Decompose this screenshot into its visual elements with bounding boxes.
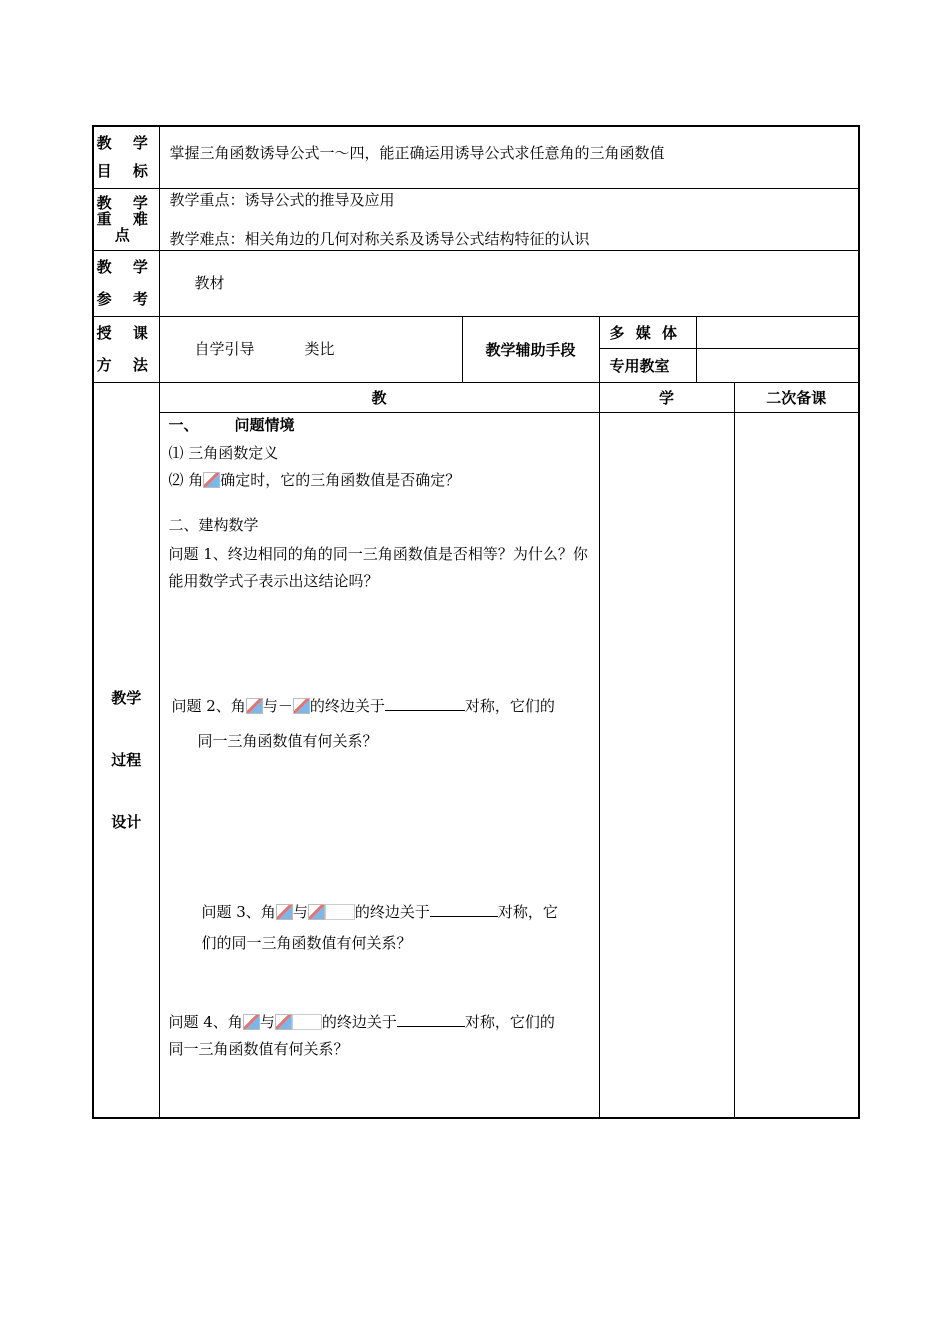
method-row [93,316,859,382]
multimedia-label: 多 媒 体 [600,317,697,349]
question-2-cont: 同一三角函数值有何关系？ [197,731,378,750]
question-3-cont: 们的同一三角函数值有何关系？ [201,933,412,952]
question-2: 问题 2、角 与－ 的终边关于 对称，它们的 [171,696,555,715]
col-learn-header: 学 [599,382,734,412]
aids-table [600,317,859,382]
aids-label: 教学辅助手段 [462,316,599,382]
key-points-label: 教 学 重 难 点 [93,188,159,250]
question-4-cont: 同一三角函数值有何关系？ [168,1039,349,1058]
reference-label: 教 学 参 考 [93,250,159,316]
objectives-text [159,126,859,188]
key-point: 教学重点：诱导公式的推导及应用 [169,190,395,209]
difficult-point: 教学难点：相关角边的几何对称关系及诱导公式结构特征的认识 [169,229,590,248]
alpha-image-icon [246,698,263,714]
method-analogy: 类比 [304,340,335,358]
method-self-study: 自学引导 [194,340,255,358]
blank-line [397,1012,465,1027]
classroom-value [697,349,859,382]
objectives-content: 掌握三角函数诱导公式一～四，能正确运用诱导公式求任意角的三角函数值 [169,144,665,162]
process-header-row [93,382,859,412]
alpha-image-icon [293,698,310,714]
question-3: 问题 3、角 与 的终边关于 对称，它 [201,902,558,921]
reference-row [93,250,859,316]
question-1: 问题 1、终边相同的角的同一三角函数值是否相等？为什么？你能用数学式子表示出这结论吗？ [168,544,588,590]
alpha-image-icon [243,1014,260,1030]
objectives-label: 教 学 目 标 [93,126,159,188]
key-points-text [159,188,859,250]
aids-cell [599,316,859,382]
alpha-image-icon [203,472,220,488]
method-label: 授 课 方 法 [93,316,159,382]
expression-image-placeholder [292,1014,322,1030]
multimedia-value [697,317,859,349]
item1: ⑴ 三角函数定义 [168,443,279,462]
item2: ⑵ 角 确定时，它的三角函数值是否确定？ [168,470,461,489]
section1-heading: 一、 问题情境 [168,415,295,434]
col-teach-header: 教 [159,382,599,412]
col-backup-header: 二次备课 [734,382,859,412]
question-4: 问题 4、角 与 的终边关于 对称，它们的 [168,1012,555,1031]
classroom-label: 专用教室 [600,349,697,382]
section2-heading: 二、建构数学 [168,515,259,534]
alpha-image-icon [308,904,325,920]
objectives-row [93,126,859,188]
backup-content [734,412,859,1118]
key-points-row [93,188,859,250]
alpha-image-icon [275,1014,292,1030]
reference-text: 教材 [159,250,859,316]
teach-content [159,412,599,1118]
method-text [159,316,462,382]
lesson-plan-table [92,125,860,1119]
process-label: 教学 过程 设计 [93,382,159,1118]
process-content-row [93,412,859,1118]
blank-line [385,696,465,711]
expression-image-placeholder [325,904,355,920]
alpha-image-icon [276,904,293,920]
learn-content [599,412,734,1118]
blank-line [430,902,498,917]
